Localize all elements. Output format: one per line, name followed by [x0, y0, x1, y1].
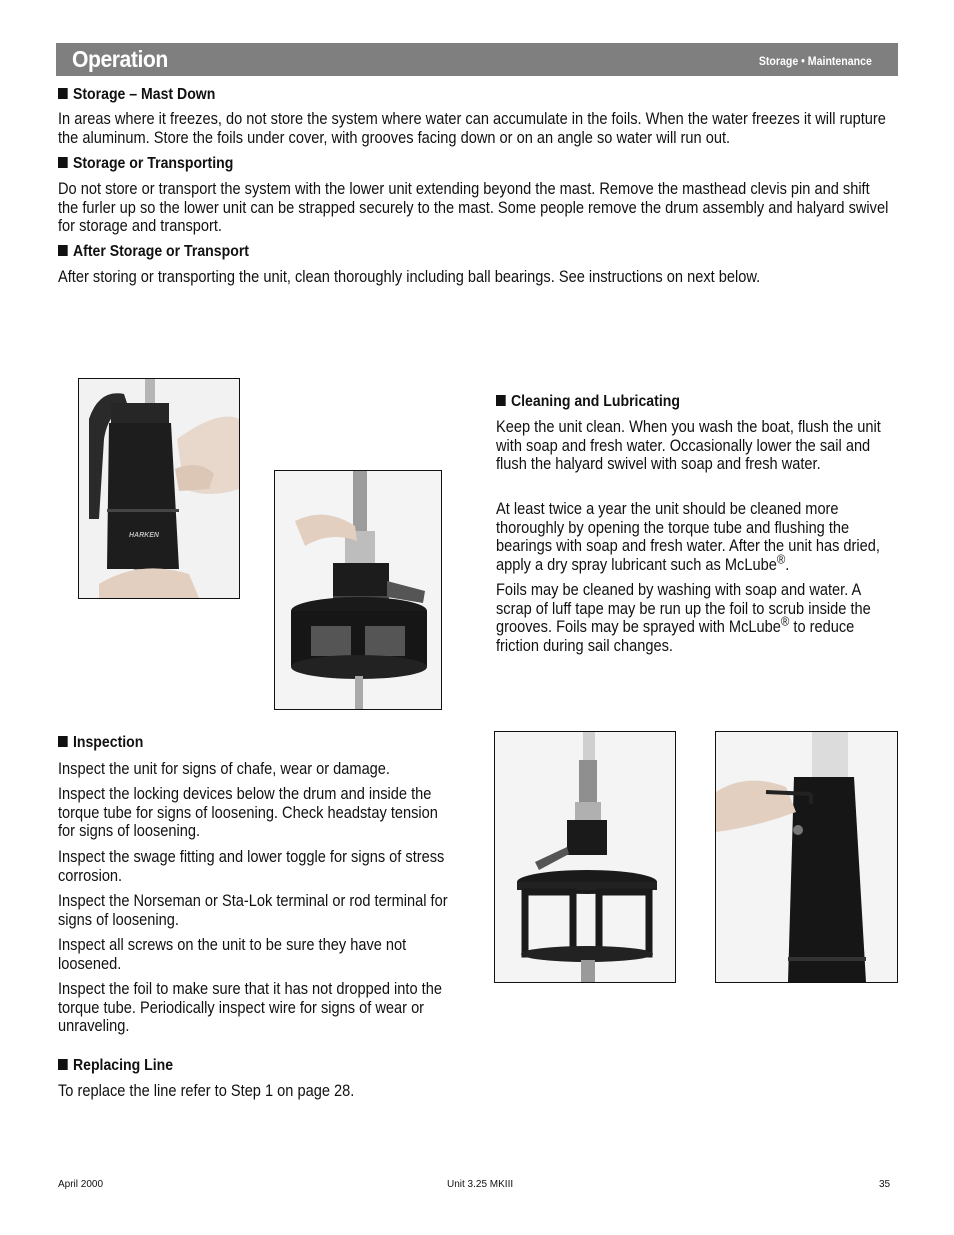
- photo-drum-cage: [494, 731, 676, 983]
- photo-torque-tube-hand: [78, 378, 240, 599]
- page-header: [56, 43, 898, 76]
- inspection-body-4: Inspect the Norseman or Sta-Lok terminal or rod terminal for signs of loosening.: [58, 891, 448, 929]
- bullet-square-icon: [58, 1059, 68, 1070]
- transporting-body: Do not store or transport the system with the lower unit extending beyond the mast. Remove the masthead clevis pin and shift the furler up so the lower unit can be strapped securely to the mast. Some people remove the drum assembly and halyard swivel for storage and transport.: [58, 179, 889, 236]
- cleaning-body-2: At least twice a year the unit should be cleaned more thoroughly by opening the torque tube and flushing the bearings with soap and fresh water. After the unit has dried, apply a dry spray lubricant such as McLube®.: [496, 499, 880, 574]
- footer-date: April 2000: [58, 1179, 104, 1190]
- drum-cage-illustration: [495, 732, 675, 982]
- inspection-body-3: Inspect the swage fitting and lower toggle for signs of stress corrosion.: [58, 847, 445, 885]
- inspection-body-1: Inspect the unit for signs of chafe, wear or damage.: [58, 759, 390, 778]
- section-breadcrumb: Storage • Maintenance: [758, 56, 872, 68]
- brand-label: HARKEN: [129, 532, 159, 539]
- registered-mark: ®: [780, 613, 790, 629]
- drum-illustration: [275, 471, 441, 709]
- inspection-body-2: Inspect the locking devices below the drum and inside the torque tube for signs of loosening. Check headstay tension for signs of loosening.: [58, 784, 438, 841]
- inspection-body-6: Inspect the foil to make sure that it has not dropped into the torque tube. Periodically inspect wire for signs of wear or unraveling.: [58, 979, 442, 1036]
- torque-tube-key-illustration: [716, 732, 897, 982]
- heading-replacing: Replacing Line: [58, 1057, 173, 1075]
- mast-down-body: In areas where it freezes, do not store the system where water can accumulate in the foils. When the water freezes it will rupture the aluminum. Store the foils under cover, with grooves facing down or on an angle so water will run out.: [58, 109, 886, 147]
- footer-unit: Unit 3.25 MKIII: [447, 1179, 514, 1190]
- bullet-square-icon: [58, 245, 68, 256]
- photo-drum-hand: [274, 470, 442, 710]
- heading-inspection: Inspection: [58, 734, 143, 752]
- heading-after-storage: After Storage or Transport: [58, 243, 249, 261]
- heading-mast-down: Storage – Mast Down: [58, 86, 215, 104]
- cleaning-body-1: Keep the unit clean. When you wash the boat, flush the unit with soap and fresh water. Occasionally lower the sail and flush the halyard swivel with soap and fresh water.: [496, 417, 881, 474]
- bullet-square-icon: [496, 395, 506, 406]
- inspection-body-5: Inspect all screws on the unit to be sure they have not loosened.: [58, 935, 407, 973]
- bullet-square-icon: [58, 157, 68, 168]
- heading-cleaning: Cleaning and Lubricating: [496, 393, 680, 411]
- page-title: Operation: [72, 46, 168, 72]
- bullet-square-icon: [58, 88, 68, 99]
- registered-mark: ®: [776, 551, 786, 567]
- bullet-square-icon: [58, 736, 68, 747]
- replacing-body: To replace the line refer to Step 1 on page 28.: [58, 1081, 355, 1100]
- footer-page-number: 35: [879, 1179, 891, 1190]
- photo-torque-tube-key: [715, 731, 898, 983]
- heading-transporting: Storage or Transporting: [58, 155, 233, 173]
- cleaning-body-3: Foils may be cleaned by washing with soap and water. A scrap of luff tape may be run up the foil to scrub inside the grooves. Foils may be sprayed with McLube® to reduce friction during sail changes.: [496, 580, 871, 655]
- torque-tube-illustration: [79, 379, 239, 598]
- after-storage-body: After storing or transporting the unit, clean thoroughly including ball bearings. See instructions on next below.: [58, 267, 761, 286]
